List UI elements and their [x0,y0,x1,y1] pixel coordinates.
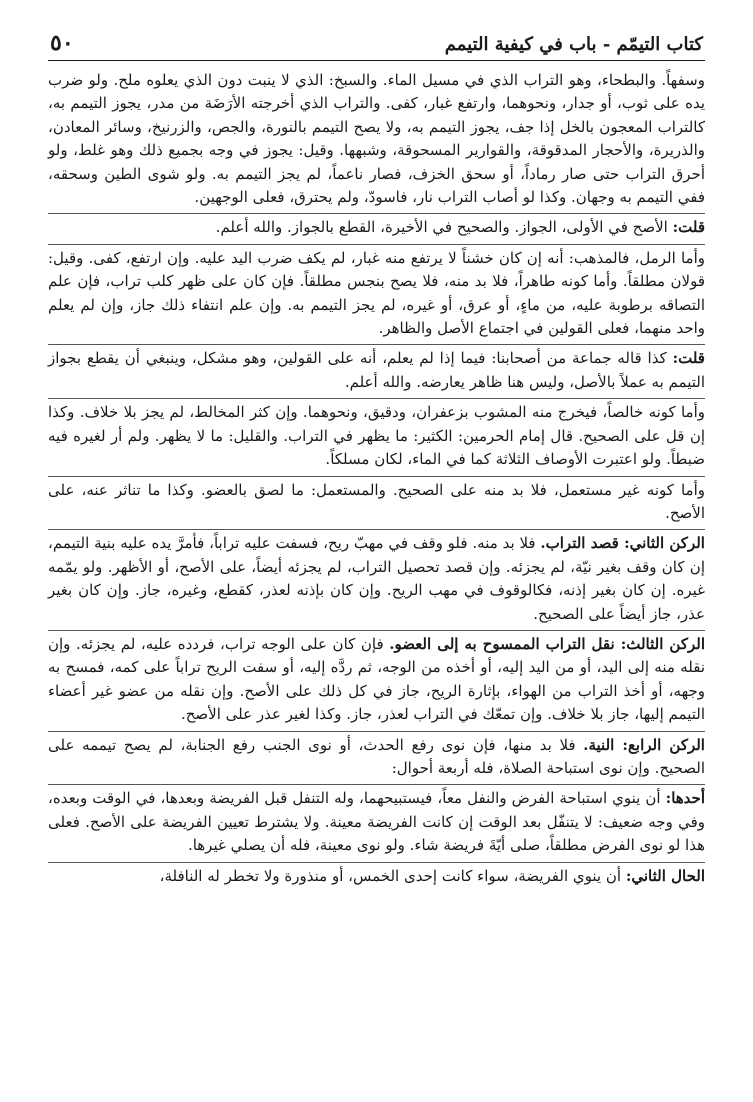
paragraph-text: وأما الرمل، فالمذهب: أنه إن كان خشناً لا يرتفع منه غبار، لم يكف ضرب اليد عليه. وإن ارتفع، كفى. وقيل: قولان مطلقاً. وأما كونه طاهراً، فلا بد منه، فلا يصح بنجس مطلقاً. فإن كان على ظهر كلب تراب، فإن علم التصاقه برطوبة عليه، من ماءٍ، أو عرق، أو غيره، لم يجز التيمم به. وإن علم انتفاء ذلك جاز، وإن لم يعلم واحد منهما، فعلى القولين في اجتماع الأصل والظاهر. [48,248,705,338]
paragraph-lead: أحدها: [665,789,705,808]
paragraph-7 [48,529,705,626]
paragraph-text: وسفهاً. والبطحاء، وهو التراب الذي في مسيل الماء. والسبخ: الذي لا ينبت دون الذي يعلوه ملح. ولو ضرب يده على ثوب، أو جدار، ونحوهما، وارتفع غبار، كفى. والتراب الذي أخرجته الأرَضَة من مدر، يجوز التيمم به، كالتراب المعجون بالخل إذا جف، يجوز التيمم به، ولا يصح التيمم بالنورة، والجص، والزرنيخ، وسائر المعادن، والذريرة، والأحجار المدقوقة، والقوارير المسحوقة، وشبهها. وقيل: يجوز في وجه بجميع ذلك وهو غلط، ولو أحرق التراب حتى صار رماداً، أو سحق الخزف، فصار ناعماً، لم يجز التيمم به. ولو شوى الطين وسحقه، ففي التيمم به وجهان. وكذا لو أصاب التراب نار، فاسودّ، ولم يحترق، فعلى الوجهين. [48,71,705,207]
page-number: ٥٠ [50,30,74,56]
paragraph-text: أن ينوي استباحة الفرض والنفل معاً، فيستبيحهما، وله التنفل قبل الفريضة وبعدها، في الوقت وبعده، وفي وجه ضعيف: لا يتنفّل بعد الوقت إن كانت الفريضة معينة. ولا يشترط تعيين الفريضة على الأصح. فعلى هذا لو نوى الفرض مطلقاً، صلى أيّةَ فريضة شاء. ولو نوى معينة، فله أن يصلي غيرها. [48,789,705,855]
paragraph-text: فإن كان على الوجه تراب، فردده عليه، لم يجزئه. وإن نقله منه إلى اليد، أو من اليد إليه، أو أخذه من الوجه، ثم ردَّه إليه، أو سفت الريح تراباً على كمه، فمسح به وجهه، أو أخذ التراب من الهواء، بإثارة الريح، جاز في كل ذلك على الأصح. وإن نقله من عضو غير أعضاء التيمم إليها، جاز بلا خلاف. وإن تمعّك في التراب لعذر، جاز. وكذا لغير عذر على الأصح. [48,634,705,724]
paragraph-lead: الركن الثاني: قصد التراب. [540,534,705,553]
paragraph-text: وأما كونه غير مستعمل، فلا بد منه على الصحيح. والمستعمل: ما لصق بالعضو. وكذا ما تناثر عنه، على الأصح. [48,480,705,522]
paragraph-lead: قلت: [672,218,705,237]
page-header [48,30,705,61]
paragraph-4 [48,344,705,394]
paragraph-9 [48,731,705,781]
paragraph-lead: الركن الثالث: نقل التراب الممسوح به إلى العضو. [389,634,705,653]
paragraph-text: فلا بد منه. فلو وقف في مهبّ ريح، فسفت عليه تراباً، فأمرَّ يده عليه بنية التيمم، إن كان وقف بغير نيّة، لم يجزئه. وإن قصد تحصيل التراب، لم يجزئه أيضاً، على الأصح، أو الأظهر. ولو يمّمه غيره. إن كان بغير إذنه، فكالوقوف في مهب الريح. وإن كان بإذنه لعذر، كقطع، وغيره، جاز. وإن كان بغير عذر، جاز أيضاً على الصحيح. [48,534,705,623]
paragraph-lead: الركن الرابع: النية. [583,735,705,754]
paragraph-lead: الحال الثاني: [625,866,705,885]
paragraph-text: كذا قاله جماعة من أصحابنا: فيما إذا لم يعلم، أنه على القولين، وهو مشكل، وينبغي أن يقطع بجواز التيمم به عملاً بالأصل، وليس هنا ظاهر يعارضه. والله أعلم. [48,349,705,391]
paragraph-11 [48,862,705,888]
paragraph-6 [48,476,705,526]
paragraph-3 [48,244,705,341]
paragraph-lead: قلت: [672,349,705,368]
paragraph-text: الأصح في الأولى، الجواز. والصحيح في الأخيرة، القطع بالجواز. والله أعلم. [215,218,668,237]
page-body [48,69,705,888]
paragraph-text: أن ينوي الفريضة، سواء كانت إحدى الخمس، أو منذورة ولا تخطر له النافلة، [159,866,622,885]
paragraph-10 [48,784,705,857]
running-title: كتاب التيمّم - باب في كيفية التيمم [444,34,703,55]
paragraph-text: فلا بد منها، فإن نوى رفع الحدث، أو نوى الجنب رفع الجنابة، لم يصح تيممه على الصحيح. وإن نوى استباحة الصلاة، فله أربعة أحوال: [48,735,705,777]
paragraph-1 [48,69,705,209]
paragraph-5 [48,398,705,471]
paragraph-2 [48,213,705,239]
paragraph-text: وأما كونه خالصاً، فيخرج منه المشوب بزعفران، ودقيق، ونحوهما. وإن كثر المخالط، لم يجز بلا خلاف. وكذا إن قل على الصحيح. قال إمام الحرمين: الكثير: ما يظهر في التراب. والقليل: ما لا يظهر. ولم أر لغيره فيه ضبطاً. ولو اعتبرت الأوصاف الثلاثة كما في الماء، لكان مسلكاً. [48,403,705,469]
paragraph-8 [48,630,705,727]
